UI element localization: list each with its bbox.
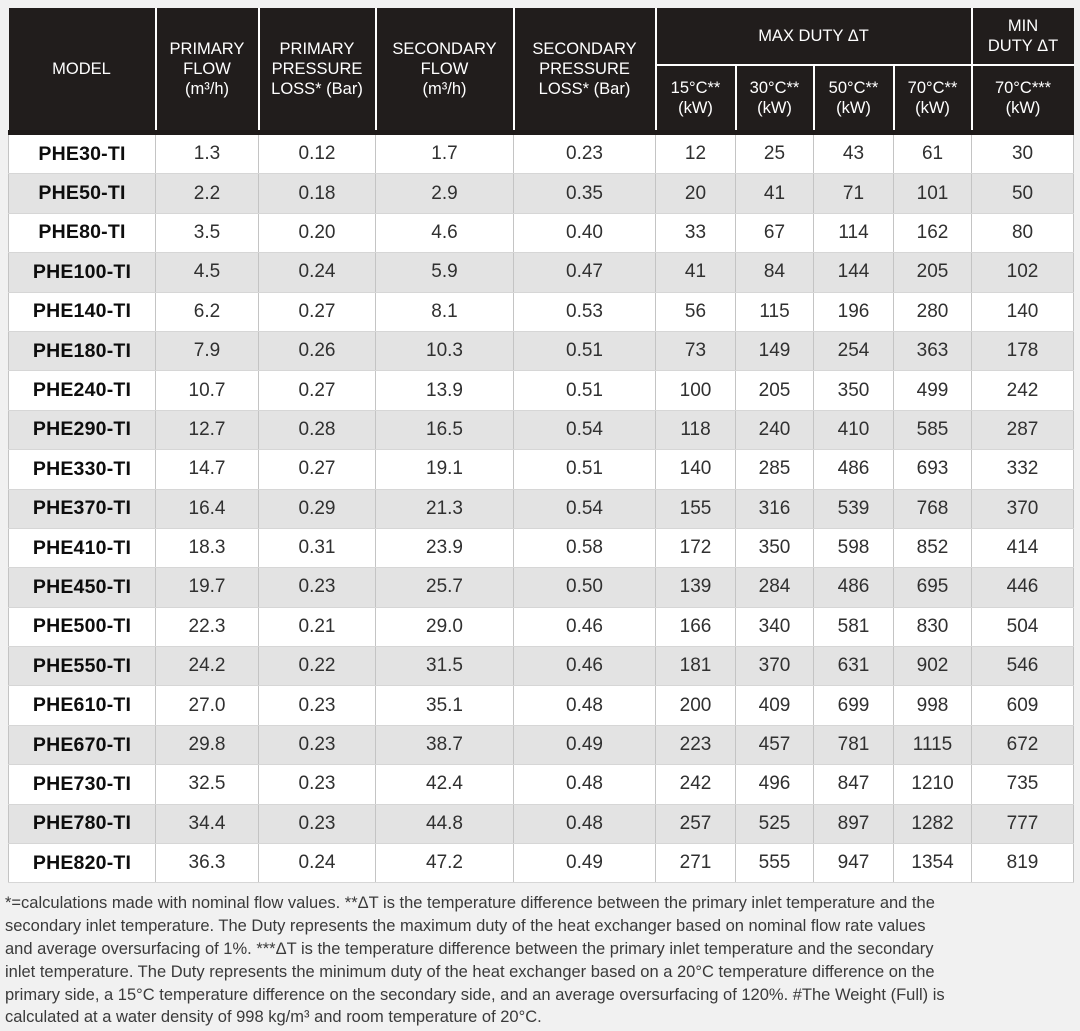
value-cell: 43 xyxy=(814,133,894,174)
sub-header-50c: 50°C** (kW) xyxy=(814,65,894,133)
table-row xyxy=(9,844,1074,883)
model-cell: PHE730-TI xyxy=(9,765,156,804)
value-cell: 200 xyxy=(656,686,736,725)
value-cell: 242 xyxy=(972,371,1074,410)
value-cell: 0.20 xyxy=(259,213,376,252)
value-cell: 947 xyxy=(814,844,894,883)
footnote-line: inlet temperature. The Duty represents the minimum duty of the heat exchanger based on a 20°C temperature difference on the xyxy=(5,962,935,981)
value-cell: 631 xyxy=(814,647,894,686)
value-cell: 585 xyxy=(894,410,972,449)
value-cell: 555 xyxy=(736,844,814,883)
value-cell: 32.5 xyxy=(156,765,259,804)
table-row xyxy=(9,568,1074,607)
value-cell: 0.35 xyxy=(514,174,656,213)
value-cell: 4.6 xyxy=(376,213,514,252)
value-cell: 350 xyxy=(736,528,814,567)
value-cell: 0.27 xyxy=(259,371,376,410)
value-cell: 181 xyxy=(656,647,736,686)
value-cell: 35.1 xyxy=(376,686,514,725)
group-header-max-duty: MAX DUTY ΔT xyxy=(656,8,972,65)
value-cell: 410 xyxy=(814,410,894,449)
value-cell: 819 xyxy=(972,844,1074,883)
value-cell: 0.22 xyxy=(259,647,376,686)
value-cell: 101 xyxy=(894,174,972,213)
table-body xyxy=(9,133,1074,883)
value-cell: 155 xyxy=(656,489,736,528)
value-cell: 114 xyxy=(814,213,894,252)
model-cell: PHE180-TI xyxy=(9,331,156,370)
value-cell: 0.28 xyxy=(259,410,376,449)
value-cell: 0.40 xyxy=(514,213,656,252)
value-cell: 525 xyxy=(736,804,814,843)
value-cell: 1.7 xyxy=(376,133,514,174)
model-cell: PHE140-TI xyxy=(9,292,156,331)
value-cell: 36.3 xyxy=(156,844,259,883)
value-cell: 998 xyxy=(894,686,972,725)
sub-header-70c: 70°C** (kW) xyxy=(894,65,972,133)
value-cell: 38.7 xyxy=(376,725,514,764)
value-cell: 332 xyxy=(972,450,1074,489)
value-cell: 29.8 xyxy=(156,725,259,764)
value-cell: 0.54 xyxy=(514,410,656,449)
table-row xyxy=(9,213,1074,252)
table-row xyxy=(9,607,1074,646)
value-cell: 166 xyxy=(656,607,736,646)
table-row xyxy=(9,133,1074,174)
model-cell: PHE370-TI xyxy=(9,489,156,528)
value-cell: 0.47 xyxy=(514,253,656,292)
value-cell: 486 xyxy=(814,450,894,489)
value-cell: 254 xyxy=(814,331,894,370)
value-cell: 285 xyxy=(736,450,814,489)
value-cell: 830 xyxy=(894,607,972,646)
footnote-line: secondary inlet temperature. The Duty represents the maximum duty of the heat exchanger based on nominal flow rate values xyxy=(5,917,926,936)
table-row xyxy=(9,686,1074,725)
value-cell: 0.23 xyxy=(514,133,656,174)
value-cell: 0.21 xyxy=(259,607,376,646)
value-cell: 0.49 xyxy=(514,725,656,764)
value-cell: 539 xyxy=(814,489,894,528)
value-cell: 316 xyxy=(736,489,814,528)
value-cell: 240 xyxy=(736,410,814,449)
footnote xyxy=(5,892,1080,1029)
value-cell: 902 xyxy=(894,647,972,686)
table-row xyxy=(9,765,1074,804)
value-cell: 0.58 xyxy=(514,528,656,567)
value-cell: 446 xyxy=(972,568,1074,607)
value-cell: 735 xyxy=(972,765,1074,804)
value-cell: 12.7 xyxy=(156,410,259,449)
value-cell: 350 xyxy=(814,371,894,410)
value-cell: 852 xyxy=(894,528,972,567)
value-cell: 139 xyxy=(656,568,736,607)
value-cell: 13.9 xyxy=(376,371,514,410)
value-cell: 0.48 xyxy=(514,804,656,843)
value-cell: 16.5 xyxy=(376,410,514,449)
table-row xyxy=(9,647,1074,686)
value-cell: 71 xyxy=(814,174,894,213)
value-cell: 25 xyxy=(736,133,814,174)
value-cell: 14.7 xyxy=(156,450,259,489)
table-row xyxy=(9,450,1074,489)
model-cell: PHE500-TI xyxy=(9,607,156,646)
value-cell: 2.9 xyxy=(376,174,514,213)
value-cell: 102 xyxy=(972,253,1074,292)
value-cell: 457 xyxy=(736,725,814,764)
spec-table xyxy=(8,8,1074,883)
value-cell: 178 xyxy=(972,331,1074,370)
value-cell: 0.51 xyxy=(514,331,656,370)
value-cell: 205 xyxy=(736,371,814,410)
model-cell: PHE50-TI xyxy=(9,174,156,213)
value-cell: 25.7 xyxy=(376,568,514,607)
value-cell: 10.3 xyxy=(376,331,514,370)
model-cell: PHE410-TI xyxy=(9,528,156,567)
value-cell: 363 xyxy=(894,331,972,370)
value-cell: 12 xyxy=(656,133,736,174)
table-row xyxy=(9,174,1074,213)
model-cell: PHE100-TI xyxy=(9,253,156,292)
value-cell: 162 xyxy=(894,213,972,252)
value-cell: 0.26 xyxy=(259,331,376,370)
footnote-line: and average oversurfacing of 1%. ***ΔT is the temperature difference between the primary inlet temperature and the secondary xyxy=(5,940,934,959)
value-cell: 0.48 xyxy=(514,765,656,804)
group-header-min-duty: MIN DUTY ΔT xyxy=(972,8,1074,65)
value-cell: 695 xyxy=(894,568,972,607)
value-cell: 34.4 xyxy=(156,804,259,843)
table-header xyxy=(9,8,1074,133)
value-cell: 50 xyxy=(972,174,1074,213)
value-cell: 0.50 xyxy=(514,568,656,607)
value-cell: 777 xyxy=(972,804,1074,843)
value-cell: 3.5 xyxy=(156,213,259,252)
value-cell: 61 xyxy=(894,133,972,174)
value-cell: 0.49 xyxy=(514,844,656,883)
value-cell: 67 xyxy=(736,213,814,252)
value-cell: 0.53 xyxy=(514,292,656,331)
col-header-model: MODEL xyxy=(9,8,156,133)
value-cell: 115 xyxy=(736,292,814,331)
table-row xyxy=(9,725,1074,764)
model-cell: PHE80-TI xyxy=(9,213,156,252)
value-cell: 140 xyxy=(656,450,736,489)
value-cell: 0.51 xyxy=(514,371,656,410)
value-cell: 546 xyxy=(972,647,1074,686)
value-cell: 0.18 xyxy=(259,174,376,213)
value-cell: 699 xyxy=(814,686,894,725)
model-cell: PHE290-TI xyxy=(9,410,156,449)
value-cell: 0.54 xyxy=(514,489,656,528)
value-cell: 781 xyxy=(814,725,894,764)
value-cell: 44.8 xyxy=(376,804,514,843)
value-cell: 0.51 xyxy=(514,450,656,489)
value-cell: 19.7 xyxy=(156,568,259,607)
value-cell: 47.2 xyxy=(376,844,514,883)
model-cell: PHE240-TI xyxy=(9,371,156,410)
value-cell: 18.3 xyxy=(156,528,259,567)
value-cell: 205 xyxy=(894,253,972,292)
value-cell: 31.5 xyxy=(376,647,514,686)
value-cell: 0.23 xyxy=(259,725,376,764)
value-cell: 73 xyxy=(656,331,736,370)
value-cell: 0.29 xyxy=(259,489,376,528)
value-cell: 41 xyxy=(736,174,814,213)
table-row xyxy=(9,804,1074,843)
footnote-line: primary side, a 15°C temperature difference on the secondary side, and an average oversurfacing of 120%. #The Weight (Full) is xyxy=(5,985,945,1004)
footnote-line: *=calculations made with nominal flow values. **ΔT is the temperature difference between the primary inlet temperature and the xyxy=(5,894,935,913)
value-cell: 370 xyxy=(736,647,814,686)
value-cell: 22.3 xyxy=(156,607,259,646)
value-cell: 0.23 xyxy=(259,804,376,843)
model-cell: PHE670-TI xyxy=(9,725,156,764)
table-row xyxy=(9,489,1074,528)
value-cell: 56 xyxy=(656,292,736,331)
model-cell: PHE780-TI xyxy=(9,804,156,843)
value-cell: 4.5 xyxy=(156,253,259,292)
value-cell: 0.23 xyxy=(259,765,376,804)
value-cell: 30 xyxy=(972,133,1074,174)
table-row xyxy=(9,331,1074,370)
value-cell: 409 xyxy=(736,686,814,725)
model-cell: PHE30-TI xyxy=(9,133,156,174)
model-cell: PHE610-TI xyxy=(9,686,156,725)
value-cell: 24.2 xyxy=(156,647,259,686)
value-cell: 23.9 xyxy=(376,528,514,567)
value-cell: 280 xyxy=(894,292,972,331)
value-cell: 10.7 xyxy=(156,371,259,410)
value-cell: 609 xyxy=(972,686,1074,725)
value-cell: 496 xyxy=(736,765,814,804)
value-cell: 5.9 xyxy=(376,253,514,292)
sub-header-15c: 15°C** (kW) xyxy=(656,65,736,133)
value-cell: 414 xyxy=(972,528,1074,567)
value-cell: 0.31 xyxy=(259,528,376,567)
value-cell: 196 xyxy=(814,292,894,331)
value-cell: 7.9 xyxy=(156,331,259,370)
value-cell: 149 xyxy=(736,331,814,370)
value-cell: 1.3 xyxy=(156,133,259,174)
value-cell: 8.1 xyxy=(376,292,514,331)
value-cell: 768 xyxy=(894,489,972,528)
table-row xyxy=(9,410,1074,449)
value-cell: 6.2 xyxy=(156,292,259,331)
value-cell: 27.0 xyxy=(156,686,259,725)
value-cell: 0.23 xyxy=(259,686,376,725)
value-cell: 0.24 xyxy=(259,253,376,292)
model-cell: PHE450-TI xyxy=(9,568,156,607)
value-cell: 1282 xyxy=(894,804,972,843)
value-cell: 693 xyxy=(894,450,972,489)
col-header-primary-pressure-loss: PRIMARY PRESSURE LOSS* (Bar) xyxy=(259,8,376,133)
model-cell: PHE330-TI xyxy=(9,450,156,489)
table-row xyxy=(9,371,1074,410)
sub-header-min-70c: 70°C*** (kW) xyxy=(972,65,1074,133)
col-header-primary-flow: PRIMARY FLOW (m³/h) xyxy=(156,8,259,133)
value-cell: 0.46 xyxy=(514,607,656,646)
value-cell: 1354 xyxy=(894,844,972,883)
model-cell: PHE820-TI xyxy=(9,844,156,883)
value-cell: 41 xyxy=(656,253,736,292)
value-cell: 2.2 xyxy=(156,174,259,213)
value-cell: 20 xyxy=(656,174,736,213)
value-cell: 172 xyxy=(656,528,736,567)
col-header-secondary-pressure-loss: SECONDARY PRESSURE LOSS* (Bar) xyxy=(514,8,656,133)
col-header-secondary-flow: SECONDARY FLOW (m³/h) xyxy=(376,8,514,133)
value-cell: 257 xyxy=(656,804,736,843)
value-cell: 80 xyxy=(972,213,1074,252)
model-cell: PHE550-TI xyxy=(9,647,156,686)
value-cell: 0.27 xyxy=(259,450,376,489)
value-cell: 84 xyxy=(736,253,814,292)
value-cell: 29.0 xyxy=(376,607,514,646)
value-cell: 672 xyxy=(972,725,1074,764)
value-cell: 271 xyxy=(656,844,736,883)
value-cell: 140 xyxy=(972,292,1074,331)
value-cell: 0.23 xyxy=(259,568,376,607)
value-cell: 144 xyxy=(814,253,894,292)
value-cell: 242 xyxy=(656,765,736,804)
footnote-line: calculated at a water density of 998 kg/m³ and room temperature of 20°C. xyxy=(5,1008,542,1027)
value-cell: 223 xyxy=(656,725,736,764)
value-cell: 33 xyxy=(656,213,736,252)
table-row xyxy=(9,292,1074,331)
value-cell: 370 xyxy=(972,489,1074,528)
value-cell: 100 xyxy=(656,371,736,410)
value-cell: 19.1 xyxy=(376,450,514,489)
value-cell: 598 xyxy=(814,528,894,567)
value-cell: 340 xyxy=(736,607,814,646)
value-cell: 504 xyxy=(972,607,1074,646)
sub-header-30c: 30°C** (kW) xyxy=(736,65,814,133)
value-cell: 0.27 xyxy=(259,292,376,331)
value-cell: 486 xyxy=(814,568,894,607)
value-cell: 42.4 xyxy=(376,765,514,804)
value-cell: 287 xyxy=(972,410,1074,449)
value-cell: 0.46 xyxy=(514,647,656,686)
table-row xyxy=(9,528,1074,567)
value-cell: 21.3 xyxy=(376,489,514,528)
value-cell: 581 xyxy=(814,607,894,646)
value-cell: 1115 xyxy=(894,725,972,764)
value-cell: 897 xyxy=(814,804,894,843)
table-row xyxy=(9,253,1074,292)
value-cell: 847 xyxy=(814,765,894,804)
value-cell: 16.4 xyxy=(156,489,259,528)
value-cell: 118 xyxy=(656,410,736,449)
value-cell: 1210 xyxy=(894,765,972,804)
value-cell: 0.48 xyxy=(514,686,656,725)
value-cell: 284 xyxy=(736,568,814,607)
value-cell: 0.24 xyxy=(259,844,376,883)
value-cell: 499 xyxy=(894,371,972,410)
value-cell: 0.12 xyxy=(259,133,376,174)
